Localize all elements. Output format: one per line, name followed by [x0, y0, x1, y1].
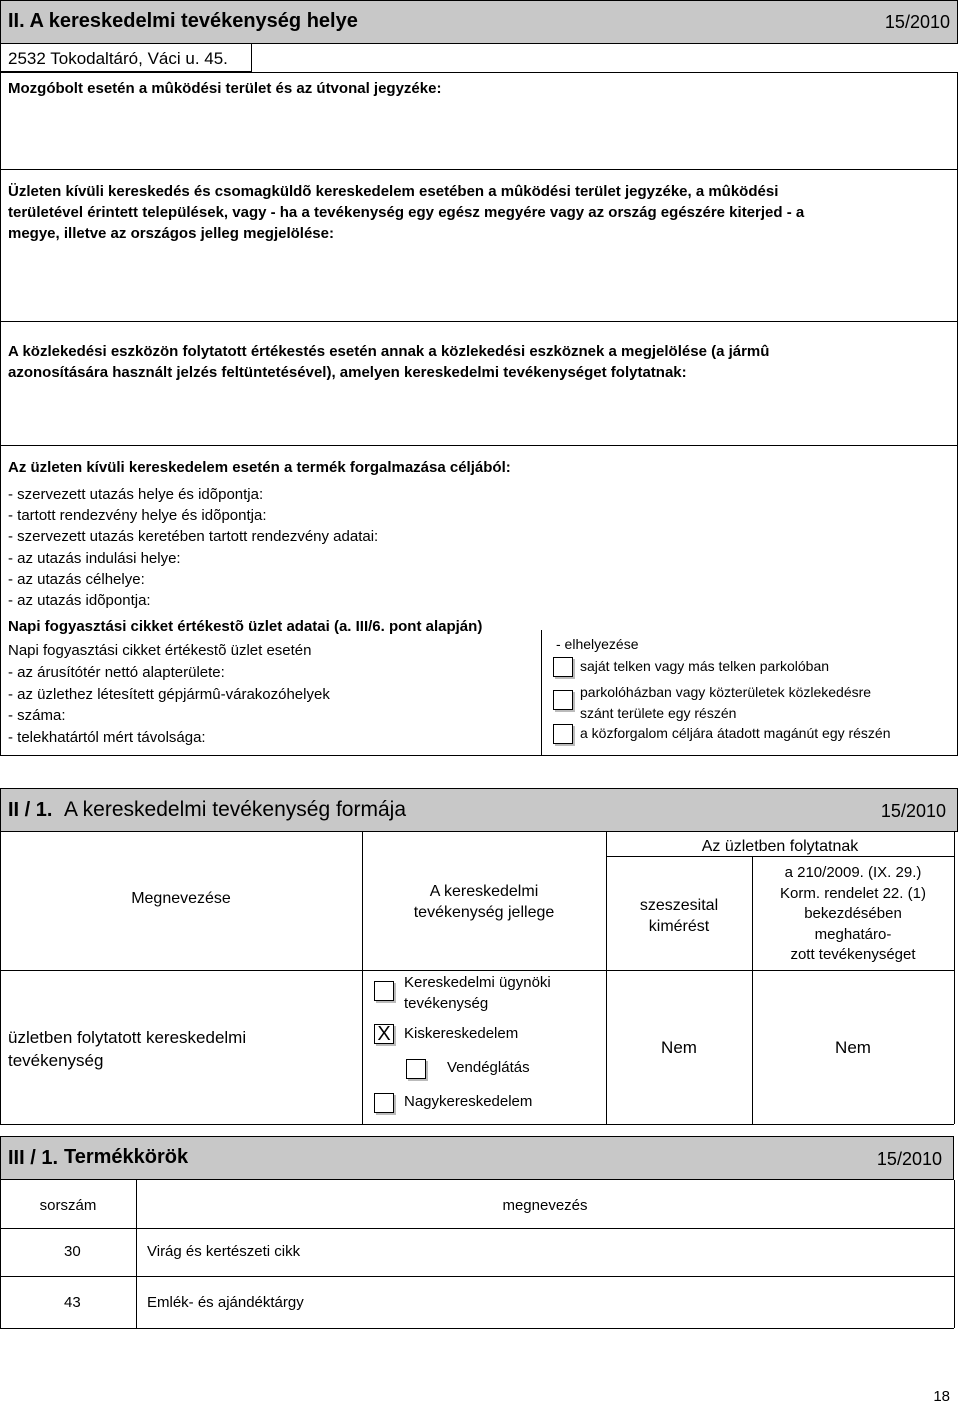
table-row-number: 30 — [64, 1243, 81, 1260]
section3-1-prefix: III / 1. — [8, 1147, 59, 1169]
alcohol-value: Nem — [661, 1038, 697, 1057]
placement-checkbox-private-road[interactable] — [553, 724, 573, 744]
outside-store-label: Üzleten kívüli kereskedés és csomagküldõ kereskedelem esetében a mûködési terület jegyzéke, a mûködési területével érintett települések, vagy - ha a tevékenység egy egész megyére vagy az ország egészére kiterjed - a megye, illetve az országos jelleg megjelölése: — [8, 183, 805, 242]
placement-checkbox-own-lot[interactable] — [553, 657, 573, 677]
list-item: - tartott rendezvény helye és idõpontja: — [8, 507, 267, 525]
option-catering: Vendéglátás — [447, 1059, 530, 1076]
checkbox-wholesale[interactable] — [374, 1093, 394, 1113]
checkbox-retail[interactable]: X — [374, 1024, 394, 1044]
list-item: - száma: — [8, 707, 66, 725]
col-group-header: Az üzletben folytatnak — [701, 838, 859, 855]
col-alcohol-header: szeszesital kimérést — [639, 897, 719, 935]
section2-title: II. A kereskedelmi tevékenység helye — [8, 10, 358, 32]
page-number: 18 — [933, 1388, 950, 1405]
section2-1-prefix: II / 1. — [8, 799, 53, 821]
checkbox-agent[interactable] — [374, 981, 394, 1001]
row-name: üzletben folytatott kereskedelmi tevékenység — [8, 1028, 247, 1070]
col-name-header: Megnevezése — [131, 890, 231, 907]
option-agent: Kereskedelmi ügynöki tevékenység — [404, 974, 551, 1012]
daily-goods-list — [8, 640, 330, 749]
placement-divider — [541, 630, 542, 756]
placement-option-private-road: a közforgalom céljára átadott magánút egy részén — [580, 725, 891, 741]
section3-1-code: 15/2010 — [876, 1149, 942, 1169]
list-item: - az utazás célhelye: — [8, 570, 145, 588]
col-decree-header: a 210/2009. (IX. 29.) Korm. rendelet 22. (1) bekezdésében meghatáro- zott tevékenységet — [780, 864, 926, 963]
option-retail: Kiskereskedelem — [404, 1025, 519, 1042]
list-item: Napi fogyasztási cikket értékestõ üzlet esetén — [8, 642, 312, 659]
placement-checkbox-garage[interactable] — [553, 690, 573, 710]
placement-option-garage-2: szánt területe egy részén — [580, 705, 737, 721]
outside-trade-list — [8, 484, 378, 611]
col-product-header: megnevezés — [502, 1197, 588, 1214]
table-row-number: 43 — [64, 1294, 81, 1311]
col-number-header: sorszám — [39, 1197, 97, 1214]
daily-goods-title: Napi fogyasztási cikket értékestõ üzlet adatai (a. III/6. pont alapján) — [8, 618, 483, 635]
section3-1-title: Termékkörök — [64, 1146, 189, 1168]
section2-1-title: A kereskedelmi tevékenység formája — [64, 798, 406, 821]
section2-code: 15/2010 — [884, 12, 950, 32]
table-row-name: Emlék- és ajándéktárgy — [147, 1294, 304, 1311]
mobile-label: Mozgóbolt esetén a mûködési terület és az útvonal jegyzéke: — [8, 80, 442, 97]
decree-value: Nem — [835, 1038, 871, 1057]
list-item: - az árusítótér nettó alapterülete: — [8, 663, 225, 681]
list-item: - az utazás idõpontja: — [8, 592, 151, 610]
list-item: - telekhatártól mért távolsága: — [8, 729, 206, 747]
placement-option-garage-1: parkolóházban vagy közterületek közlekedésre — [580, 684, 872, 700]
col-character-header: A kereskedelmi tevékenység jellege — [413, 883, 555, 921]
section2-1-code: 15/2010 — [880, 801, 946, 821]
placement-label: - elhelyezése — [556, 636, 639, 652]
outside-trade-label: Az üzleten kívüli kereskedelem esetén a termék forgalmazása céljából: — [8, 459, 511, 476]
checkbox-catering[interactable] — [406, 1059, 426, 1079]
list-item: - az üzlethez létesített gépjármû-várakozóhelyek — [8, 685, 330, 703]
list-item: - az utazás indulási helye: — [8, 549, 181, 567]
list-item: - szervezett utazás helye és idõpontja: — [8, 486, 264, 503]
option-wholesale: Nagykereskedelem — [404, 1093, 533, 1110]
table-row-name: Virág és kertészeti cikk — [147, 1243, 301, 1260]
address: 2532 Tokodaltáró, Váci u. 45. — [8, 49, 228, 68]
list-item: - szervezett utazás keretében tartott rendezvény adatai: — [8, 528, 379, 546]
placement-option-own-lot: saját telken vagy más telken parkolóban — [580, 658, 830, 674]
vehicle-label: A közlekedési eszközön folytatott értékestés esetén annak a közlekedési eszköznek a megjelölése (a jármû azonosítására használt jelzés feltüntetésével), amelyen kereskedelmi tevékenységet folytatnak: — [8, 343, 770, 381]
